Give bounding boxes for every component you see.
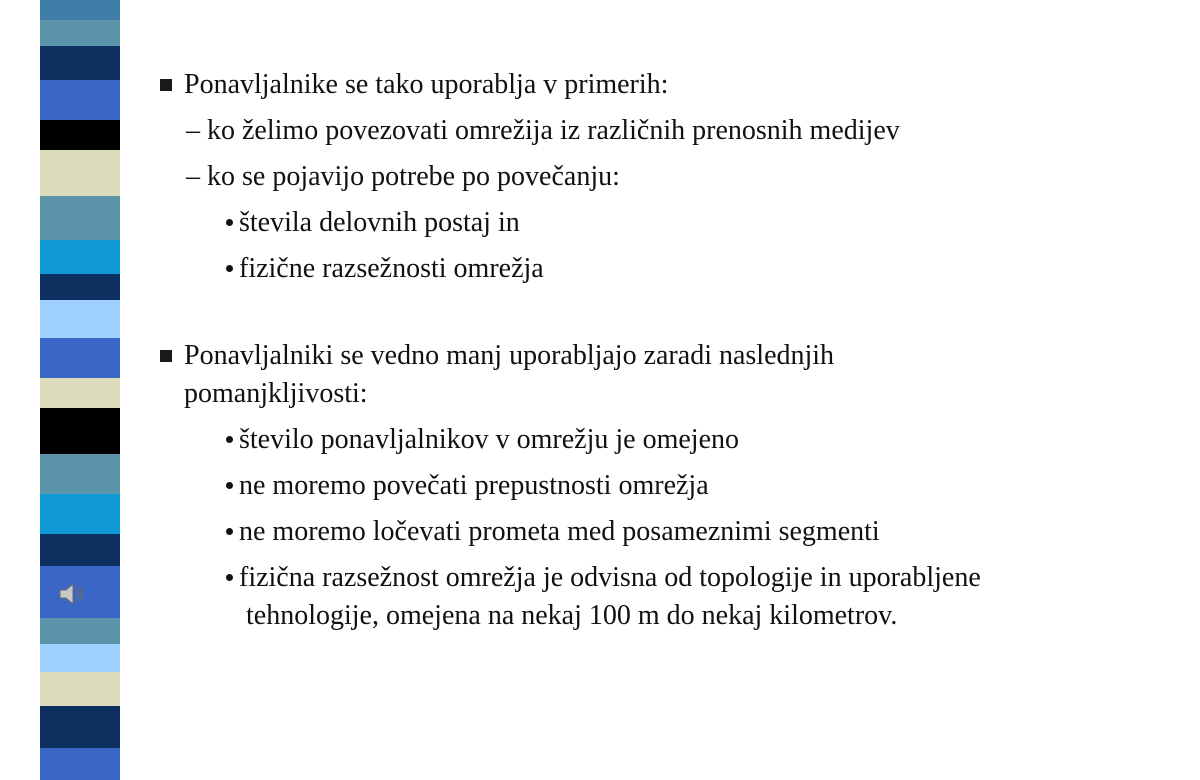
bullet1-sub2: – ko se pojavijo potrebe po povečanju: (186, 161, 620, 192)
stripe (40, 46, 120, 80)
stripe (40, 240, 120, 274)
list-item-text: ne moremo ločevati prometa med posameznimi segmenti (239, 516, 880, 547)
square-bullet-icon (160, 350, 172, 362)
bullet-dot-icon (226, 436, 233, 443)
bullet2-text-line2: pomanjkljivosti: (184, 378, 368, 409)
list-item (226, 469, 709, 503)
stripe (40, 274, 120, 300)
list-item-text: število ponavljalnikov v omrežju je omejeno (239, 424, 739, 455)
bullet1-sub1: – ko želimo povezovati omrežija iz različnih prenosnih medijev (186, 115, 900, 146)
list-item (226, 252, 544, 286)
stripe (40, 494, 120, 534)
stripe (40, 408, 120, 454)
bullet2-text-line1: Ponavljalniki se vedno manj uporabljajo zaradi naslednjih (184, 340, 835, 371)
stripe (40, 534, 120, 566)
list-item-continuation: tehnologije, omejena na nekaj 100 m do nekaj kilometrov. (246, 600, 898, 631)
list-item (226, 423, 739, 457)
list-item (226, 206, 520, 240)
stripe (40, 150, 120, 196)
list-item-text: fizična razsežnost omrežja je odvisna od topologije in uporabljene (239, 562, 981, 593)
stripe (40, 338, 120, 378)
stripe (40, 300, 120, 338)
list-item-text: števila delovnih postaj in (239, 207, 520, 238)
bullet-dot-icon (226, 574, 233, 581)
bullet-dot-icon (226, 219, 233, 226)
stripe (40, 378, 120, 408)
stripe (40, 196, 120, 240)
stripe (40, 0, 120, 20)
decorative-stripe-bar (40, 0, 120, 780)
stripe (40, 748, 120, 780)
stripe (40, 80, 120, 120)
stripe (40, 672, 120, 706)
bullet-dot-icon (226, 482, 233, 489)
stripe (40, 706, 120, 748)
bullet1-text: Ponavljalnike se tako uporablja v primerih: (184, 69, 669, 100)
stripe (40, 120, 120, 150)
stripe (40, 454, 120, 494)
stripe (40, 644, 120, 672)
list-item (226, 561, 981, 595)
speaker-icon[interactable] (56, 580, 86, 608)
list-item (226, 515, 880, 549)
stripe (40, 20, 120, 46)
square-bullet-icon (160, 79, 172, 91)
bullet-dot-icon (226, 265, 233, 272)
stripe (40, 618, 120, 644)
list-item-text: ne moremo povečati prepustnosti omrežja (239, 470, 709, 501)
bullet-dot-icon (226, 528, 233, 535)
list-item-text: fizične razsežnosti omrežja (239, 253, 544, 284)
